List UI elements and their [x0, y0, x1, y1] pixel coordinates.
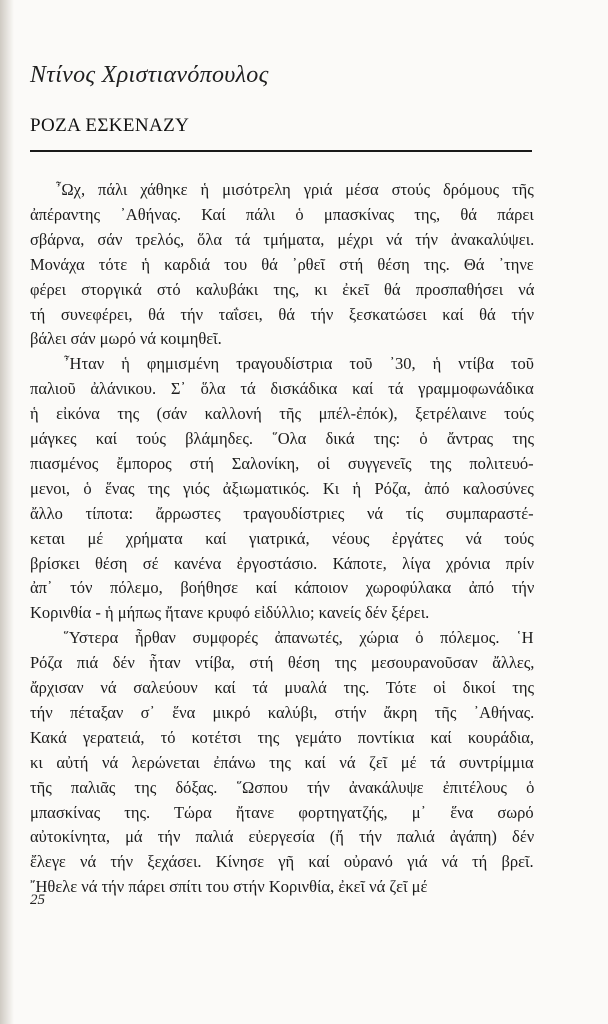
text-line: τῆς παλιᾶς της δόξας. ῞Ωσπου τήν ἀνακάλυψε ἐπιτέλους ὁ: [30, 777, 535, 797]
text-line: τήν πέταξαν σ᾿ ἕνα μικρό καλύβι, στήν ἄκρη τῆς ᾿Αθήνας.: [30, 702, 535, 722]
text-line: σβάρνα, σάν τρελός, ὅλα τά τμήματα, μέχρι νά τήν ἀνακαλύψει.: [30, 229, 535, 249]
text-line: βρίσκει θέση σέ κανένα ἐργοστάσιο. Κάποτε, λίγα χρόνια πρίν: [30, 553, 535, 573]
author-name: Ντίνος Χριστιανόπουλος: [30, 62, 269, 88]
text-line: κεται μέ χρήματα καί γιατρικά, νέους ἐργάτες νά τούς: [30, 528, 534, 548]
text-line: φέρει στοργικά στό καλυβάκι της, κι ἐκεῖ θά προσπαθήσει νά: [30, 279, 535, 299]
text-line: Κορινθία - ἡ μήπως ἤτανε κρυφό εἰδύλλιο; κανείς δέν ξέρει.: [30, 603, 430, 623]
text-line: Κακά γερατειά, τό κοτέτσι της γεμάτο ποντίκια καί κουράδια,: [30, 727, 535, 747]
text-line: πιασμένος ἔμπορος στή Σαλονίκη, οἱ συγγενεῖς της πολιτευό-: [30, 453, 534, 473]
text-line: βάλει σάν μωρό νά κοιμηθεῖ.: [30, 329, 222, 349]
text-line: ἀπέραντης ᾿Αθήνας. Καί πάλι ὁ μπασκίνας της, θά πάρει: [30, 204, 534, 224]
text-line: ἄλλο τίποτα: ἄρρωστες τραγουδίστριες νά τίς συμπαραστέ-: [30, 503, 534, 523]
text-line: ἔλεγε νά τήν ξεχάσει. Κίνησε γῆ καί οὐρανό γιά νά τή βρεῖ.: [30, 852, 534, 872]
text-line: ῞Υστερα ἦρθαν συμφορές ἀπανωτές, χώρια ὁ πόλεμος. ῾Η: [30, 628, 534, 648]
text-line: ῏Ηταν ἡ φημισμένη τραγουδίστρια τοῦ ᾿30, ἡ ντίβα τοῦ: [30, 354, 534, 374]
text-line: ἡ εἰκόνα της (σάν καλλονή τῆς μπέλ-ἐπόκ), ξετρέλαινε τούς: [30, 404, 534, 424]
text-line: ἄρχισαν νά σαλεύουν καί τά μυαλά της. Τότε οἱ δικοί της: [30, 678, 535, 697]
text-line: τή συνεφέρει, θά τήν ταΐσει, θά τήν ξεσκατώσει καί θά τήν: [30, 304, 535, 324]
text-line: μπασκίνας της. Τώρα ἤτανε φορτηγατζής, μ᾿ ἕνα σωρό: [30, 802, 534, 822]
text-line: μάγκες καί τούς βλάμηδες. ῞Ολα δικά της: ὁ ἄντρας της: [30, 429, 535, 448]
text-line: ἀπ᾿ τόν πόλεμο, βοήθησε καί κάποιον χωροφύλακα ἀπό τήν: [30, 578, 535, 598]
story-title: ΡΟΖΑ ΕΣΚΕΝΑΖΥ: [30, 115, 190, 136]
page-number: 25: [30, 892, 45, 908]
text-line: Μονάχα τότε ἡ καρδιά του θά ᾿ρθεῖ στή θέση της. Θά ᾿τηνε: [30, 254, 534, 274]
text-line: παλιοῦ ἀλάνικου. Σ᾿ ὅλα τά δισκάδικα καί τά γραμμοφωνάδικα: [30, 379, 534, 399]
text-line: Ρόζα πιά δέν ἦταν ντίβα, στή θέση της μεσουρανοῦσαν ἄλλες,: [30, 653, 535, 673]
text-line: αὐτοκίνητα, μά τήν παλιά εὐεργεσία (ἤ τήν παλιά ἀγάπη) δέν: [30, 827, 535, 847]
title-rule: [30, 150, 532, 152]
text-line: κι αὐτή νά λερώνεται ἐπάνω της καί νά ζεῖ μέ τά συντρίμμια: [30, 752, 534, 772]
text-line: ῏Ωχ, πάλι χάθηκε ἡ μισότρελη γριά μέσα στούς δρόμους τῆς: [30, 180, 534, 199]
text-line: ῎Ηθελε νά τήν πάρει σπίτι του στήν Κορινθία, ἐκεῖ νά ζεῖ μέ: [30, 877, 428, 897]
text-line: μενοι, ὁ ἕνας της γιός ἀξιωματικός. Κι ἡ Ρόζα, ἀπό καλοσύνες: [30, 478, 534, 498]
